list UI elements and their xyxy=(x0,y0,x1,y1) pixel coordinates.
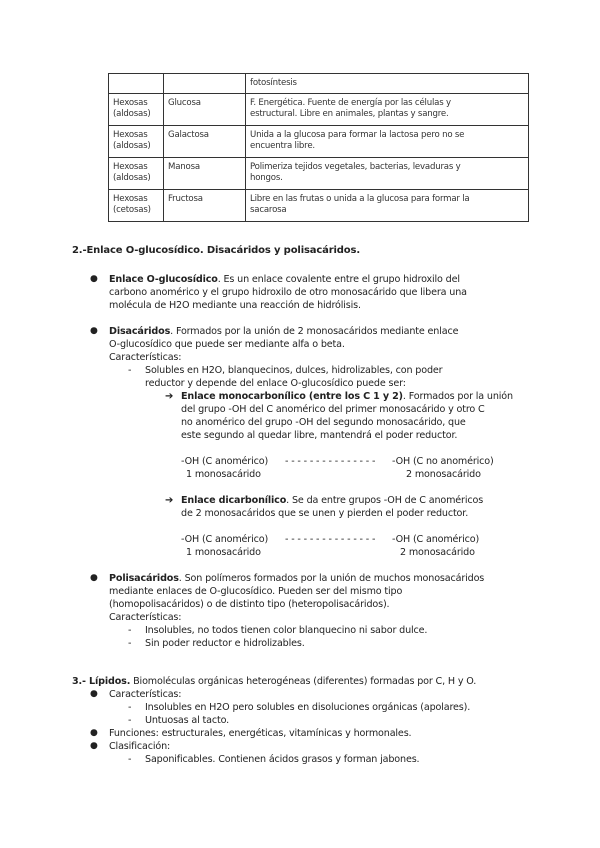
dash-icon: - xyxy=(128,702,132,713)
section-2-heading: 2.-Enlace O-glucosídico. Disacáridos y polisacáridos. xyxy=(72,245,360,256)
table-cell-type: Hexosas (cetosas) xyxy=(109,190,164,222)
lipidos-caracteristicas-label: Características: xyxy=(109,689,182,700)
table-cell-description: Polimeriza tejidos vegetales, bacterias, levaduras y hongos. xyxy=(246,158,529,190)
table-cell-name xyxy=(164,74,246,94)
enlace-definition-line: Enlace O-glucosídico. Es un enlace covalente entre el grupo hidroxilo del xyxy=(109,274,460,285)
bullet-icon: ● xyxy=(90,573,98,583)
polisacaridos-characteristics-label: Características: xyxy=(109,612,182,623)
scheme-sub-left: 1 monosacárido xyxy=(186,469,261,480)
dicarbonilico-line: de 2 monosacáridos que se unen y pierden el poder reductor. xyxy=(181,508,469,519)
polisacaridos-characteristic: Sin poder reductor e hidrolizables. xyxy=(145,638,305,649)
table-row xyxy=(109,190,529,222)
bullet-icon: ● xyxy=(90,274,98,284)
scheme-sub-right: 2 monosacárido xyxy=(406,469,481,480)
dash-icon: - xyxy=(128,625,132,636)
table-row xyxy=(109,158,529,190)
monocarbonilico-line: este segundo al quedar libre, mantendrá el poder reductor. xyxy=(181,430,458,441)
bullet-icon: ● xyxy=(90,741,98,751)
monosaccharide-table xyxy=(108,73,529,222)
disacaridos-characteristic: Solubles en H2O, blanquecinos, dulces, hidrolizables, con poder xyxy=(145,365,443,376)
lipidos-clasificacion-item: Saponificables. Contienen ácidos grasos y forman jabones. xyxy=(145,754,420,765)
polisacaridos-line: (homopolisacáridos) o de distinto tipo (heteropolisacáridos). xyxy=(109,599,390,610)
scheme-dashes: - - - - - - - - - - - - - - - xyxy=(285,456,376,467)
disacaridos-line: O-glucosídico que puede ser mediante alfa o beta. xyxy=(109,339,345,350)
section-3-heading: 3.- Lípidos. Biomoléculas orgánicas heterogéneas (diferentes) formadas por C, H y O. xyxy=(72,676,477,687)
scheme-right: -OH (C anomérico) xyxy=(392,534,480,545)
arrow-right-icon: ➔ xyxy=(165,495,174,506)
lipidos-characteristic: Untuosas al tacto. xyxy=(145,715,230,726)
table-cell-name: Manosa xyxy=(164,158,246,190)
table-cell-type: Hexosas (aldosas) xyxy=(109,158,164,190)
lipidos-clasificacion-label: Clasificación: xyxy=(109,741,171,752)
table-row xyxy=(109,94,529,126)
arrow-right-icon: ➔ xyxy=(165,391,174,402)
disacaridos-characteristic: reductor y depende del enlace O-glucosídico puede ser: xyxy=(145,378,406,389)
monocarbonilico-line: no anomérico del grupo -OH del segundo monosacárido, que xyxy=(181,417,466,428)
table-cell-type xyxy=(109,74,164,94)
disacaridos-characteristics-label: Características: xyxy=(109,352,182,363)
table-cell-description: Libre en las frutas o unida a la glucosa para formar la sacarosa xyxy=(246,190,529,222)
table-cell-name: Glucosa xyxy=(164,94,246,126)
disacaridos-line: Disacáridos. Formados por la unión de 2 monosacáridos mediante enlace xyxy=(109,326,459,337)
monocarbonilico-line: del grupo -OH del C anomérico del primer monosacárido y otro C xyxy=(181,404,485,415)
scheme-left: -OH (C anomérico) xyxy=(181,534,269,545)
table-cell-description: F. Energética. Fuente de energía por las células y estructural. Libre en animales, plantas y sangre. xyxy=(246,94,529,126)
table-cell-type: Hexosas (aldosas) xyxy=(109,94,164,126)
enlace-definition-line: carbono anomérico y el grupo hidroxilo de otro monosacárido que libera una xyxy=(109,287,467,298)
table-cell-description: Unida a la glucosa para formar la lactosa pero no se encuentra libre. xyxy=(246,126,529,158)
scheme-sub-right: 2 monosacárido xyxy=(400,547,475,558)
dicarbonilico-line: Enlace dicarbonílico. Se da entre grupos -OH de C anoméricos xyxy=(181,495,484,506)
scheme-right: -OH (C no anomérico) xyxy=(392,456,494,467)
table-cell-name: Galactosa xyxy=(164,126,246,158)
dash-icon: - xyxy=(128,715,132,726)
dash-icon: - xyxy=(128,754,132,765)
dash-icon: - xyxy=(128,365,132,376)
polisacaridos-characteristic: Insolubles, no todos tienen color blanquecino ni sabor dulce. xyxy=(145,625,428,636)
scheme-sub-left: 1 monosacárido xyxy=(186,547,261,558)
lipidos-characteristic: Insolubles en H2O pero solubles en disoluciones orgánicas (apolares). xyxy=(145,702,471,713)
monocarbonilico-line: Enlace monocarbonílico (entre los C 1 y 2). Formados por la unión xyxy=(181,391,513,402)
table-cell-description: fotosíntesis xyxy=(246,74,529,94)
enlace-definition-line: molécula de H2O mediante una reacción de hidrólisis. xyxy=(109,300,361,311)
polisacaridos-line: mediante enlaces de O-glucosídico. Pueden ser del mismo tipo xyxy=(109,586,403,597)
scheme-dashes: - - - - - - - - - - - - - - - xyxy=(285,534,376,545)
dash-icon: - xyxy=(128,638,132,649)
lipidos-funciones: Funciones: estructurales, energéticas, vitamínicas y hormonales. xyxy=(109,728,412,739)
bullet-icon: ● xyxy=(90,689,98,699)
table-row xyxy=(109,126,529,158)
polisacaridos-line: Polisacáridos. Son polímeros formados por la unión de muchos monosacáridos xyxy=(109,573,485,584)
bullet-icon: ● xyxy=(90,326,98,336)
table-cell-type: Hexosas (aldosas) xyxy=(109,126,164,158)
table-cell-name: Fructosa xyxy=(164,190,246,222)
scheme-left: -OH (C anomérico) xyxy=(181,456,269,467)
table-row xyxy=(109,74,529,94)
bullet-icon: ● xyxy=(90,728,98,738)
